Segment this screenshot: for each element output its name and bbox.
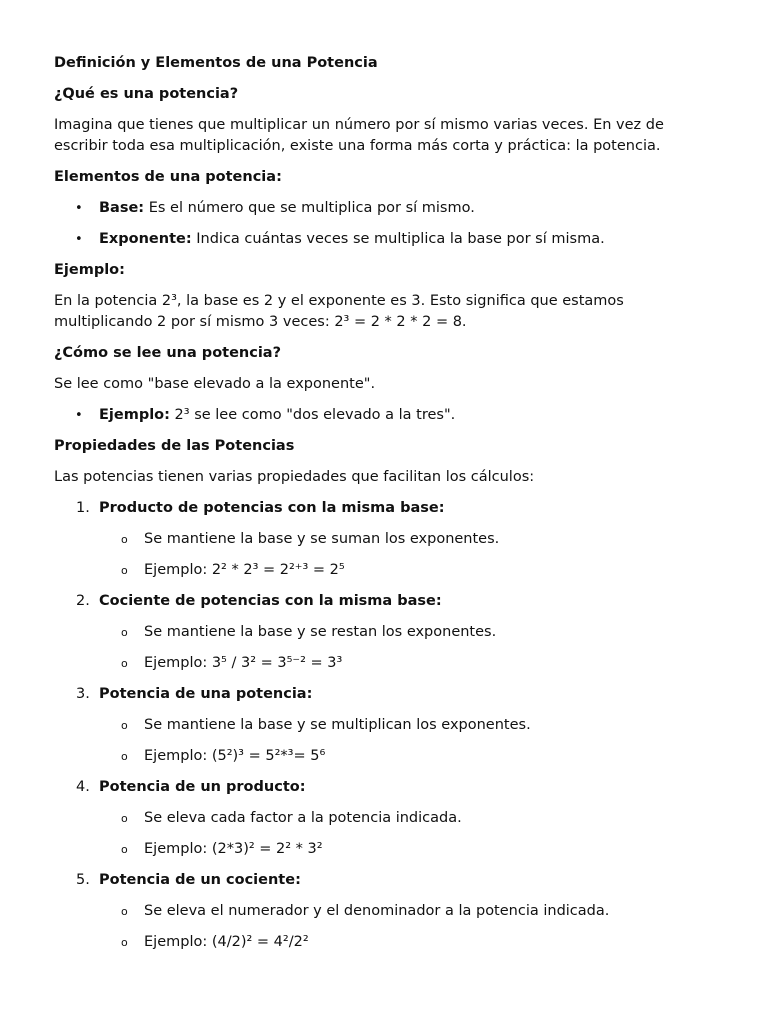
sub-list-item <box>99 560 714 581</box>
property-item <box>54 684 714 767</box>
property-rule: Se mantiene la base y se restan los exponentes. <box>144 624 497 640</box>
properties-list <box>54 498 714 953</box>
bullet-icon: • <box>75 201 83 216</box>
circle-bullet-icon: o <box>121 719 128 732</box>
example-paragraph <box>54 291 714 333</box>
property-sub-list <box>99 901 714 953</box>
item-label: Base: <box>99 200 145 216</box>
read-example-list <box>54 405 714 426</box>
circle-bullet-icon: o <box>121 657 128 670</box>
property-rule: Se eleva cada factor a la potencia indicada. <box>144 810 462 826</box>
example-line: En la potencia 2³, la base es 2 y el exponente es 3. Esto significa que estamos <box>54 293 624 309</box>
example-heading: Ejemplo: <box>54 262 125 278</box>
property-number: 1. <box>76 500 90 516</box>
property-number: 2. <box>76 593 90 609</box>
property-rule: Se mantiene la base y se suman los exponentes. <box>144 531 500 547</box>
property-rule: Se mantiene la base y se multiplican los exponentes. <box>144 717 531 733</box>
document-title: Definición y Elementos de una Potencia <box>54 55 378 71</box>
property-title: Potencia de un cociente: <box>99 872 301 888</box>
property-title: Potencia de un producto: <box>99 779 306 795</box>
circle-bullet-icon: o <box>121 843 128 856</box>
properties-intro: Las potencias tienen varias propiedades que facilitan los cálculos: <box>54 469 535 485</box>
property-item <box>54 591 714 674</box>
property-title: Producto de potencias con la misma base: <box>99 500 445 516</box>
property-example: Ejemplo: (2*3)² = 2² * 3² <box>144 841 323 857</box>
sub-list-item <box>99 653 714 674</box>
property-item <box>54 777 714 860</box>
circle-bullet-icon: o <box>121 564 128 577</box>
property-item <box>54 498 714 581</box>
property-number: 4. <box>76 779 90 795</box>
sub-list-item <box>99 901 714 922</box>
property-number: 3. <box>76 686 90 702</box>
property-example: Ejemplo: 2² * 2³ = 2²⁺³ = 2⁵ <box>144 562 345 578</box>
property-sub-list <box>99 622 714 674</box>
circle-bullet-icon: o <box>121 812 128 825</box>
question-heading-what: ¿Qué es una potencia? <box>54 86 239 102</box>
property-item <box>54 870 714 953</box>
property-rule: Se eleva el numerador y el denominador a la potencia indicada. <box>144 903 610 919</box>
list-item-read-example <box>54 405 714 426</box>
item-label: Exponente: <box>99 231 192 247</box>
example-line: multiplicando 2 por sí mismo 3 veces: 2³ = 2 * 2 * 2 = 8. <box>54 314 467 330</box>
circle-bullet-icon: o <box>121 533 128 546</box>
sub-list-item <box>99 839 714 860</box>
property-example: Ejemplo: (5²)³ = 5²*³= 5⁶ <box>144 748 326 764</box>
sub-list-item <box>99 746 714 767</box>
property-title: Potencia de una potencia: <box>99 686 313 702</box>
properties-heading: Propiedades de las Potencias <box>54 438 295 454</box>
list-item-base <box>54 198 714 219</box>
property-number: 5. <box>76 872 90 888</box>
circle-bullet-icon: o <box>121 905 128 918</box>
intro-paragraph <box>54 115 714 157</box>
property-sub-list <box>99 529 714 581</box>
item-text: 2³ se lee como "dos elevado a la tres". <box>169 407 456 423</box>
intro-line: escribir toda esa multiplicación, existe una forma más corta y práctica: la potencia. <box>54 138 661 154</box>
bullet-icon: • <box>75 408 83 423</box>
circle-bullet-icon: o <box>121 626 128 639</box>
sub-list-item <box>99 932 714 953</box>
sub-list-item <box>99 622 714 643</box>
property-example: Ejemplo: 3⁵ / 3² = 3⁵⁻² = 3³ <box>144 655 343 671</box>
circle-bullet-icon: o <box>121 750 128 763</box>
sub-list-item <box>99 808 714 829</box>
bullet-icon: • <box>75 232 83 247</box>
list-item-exponente <box>54 229 714 250</box>
circle-bullet-icon: o <box>121 936 128 949</box>
item-label: Ejemplo: <box>99 407 170 423</box>
elements-list <box>54 198 714 250</box>
item-text: Es el número que se multiplica por sí mismo. <box>144 200 475 216</box>
item-text: Indica cuántas veces se multiplica la base por sí misma. <box>191 231 605 247</box>
elements-heading: Elementos de una potencia: <box>54 169 282 185</box>
intro-line: Imagina que tienes que multiplicar un número por sí mismo varias veces. En vez de <box>54 117 664 133</box>
read-paragraph: Se lee como "base elevado a la exponente". <box>54 376 376 392</box>
question-heading-read: ¿Cómo se lee una potencia? <box>54 345 282 361</box>
document-page <box>54 53 714 963</box>
property-sub-list <box>99 715 714 767</box>
property-example: Ejemplo: (4/2)² = 4²/2² <box>144 934 309 950</box>
sub-list-item <box>99 529 714 550</box>
property-sub-list <box>99 808 714 860</box>
property-title: Cociente de potencias con la misma base: <box>99 593 442 609</box>
sub-list-item <box>99 715 714 736</box>
